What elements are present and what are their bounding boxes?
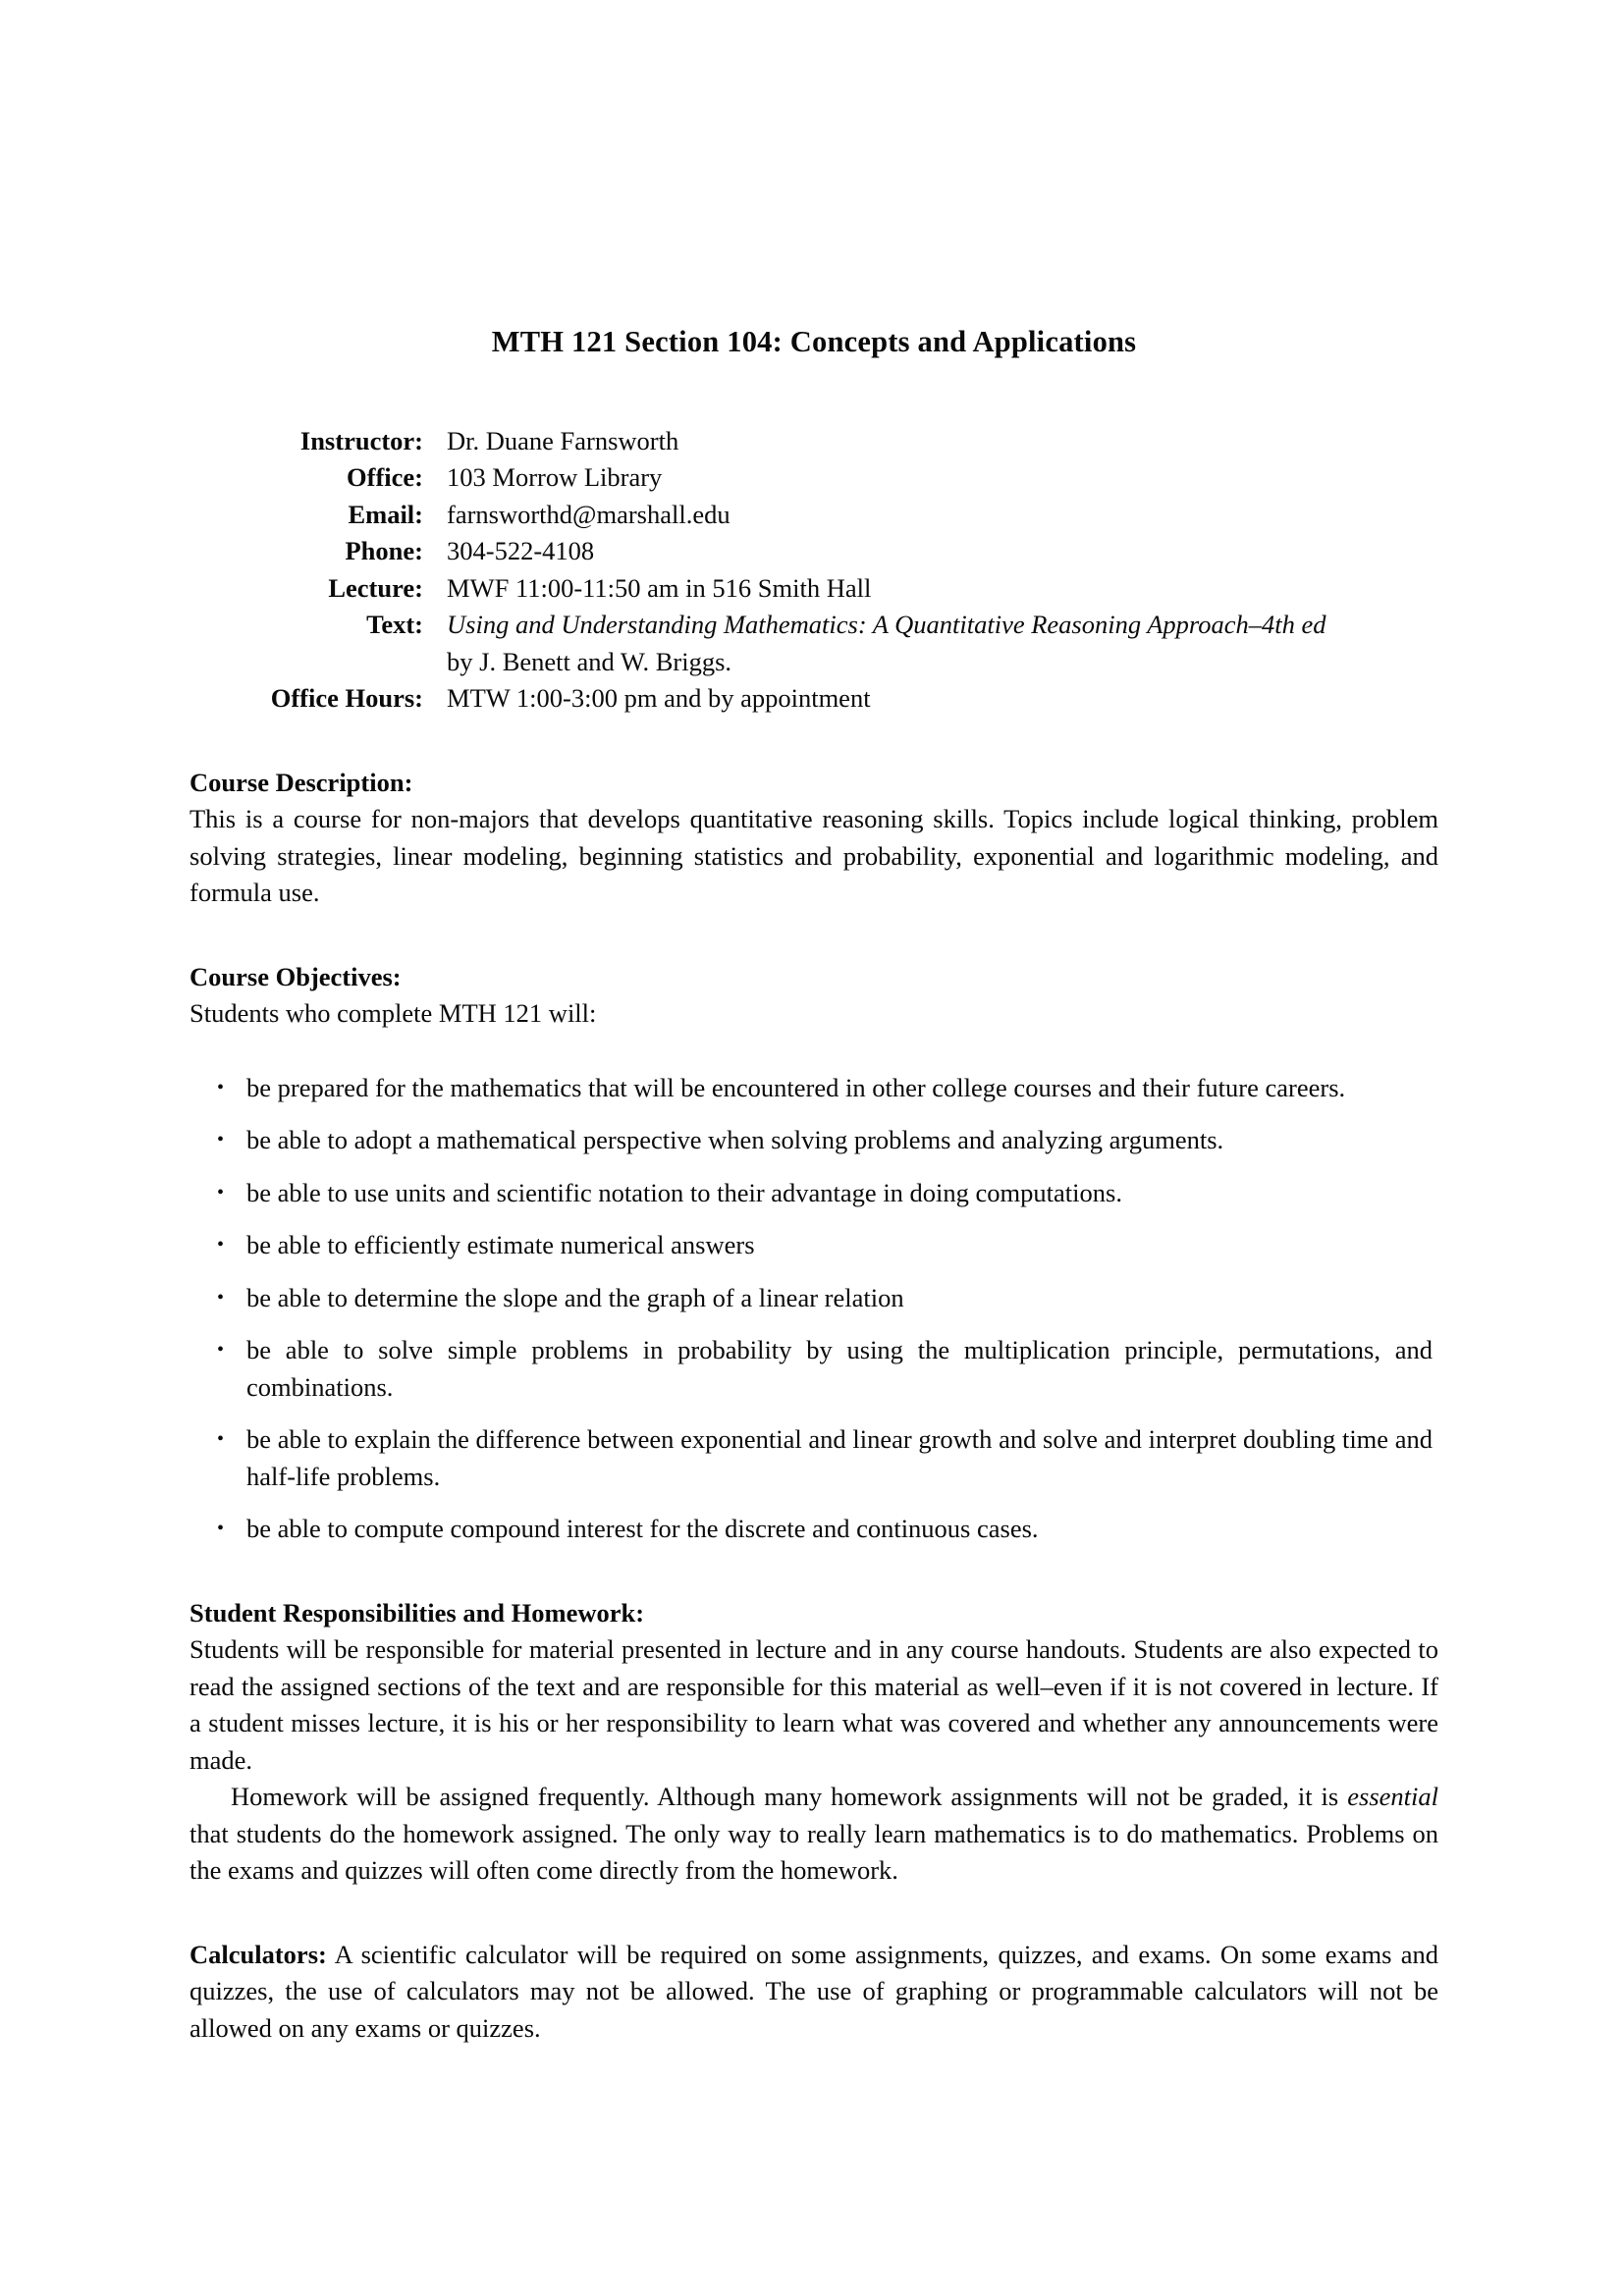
info-label-text: Text: xyxy=(366,610,423,640)
table-row xyxy=(189,644,1326,681)
course-info-table xyxy=(189,423,1326,718)
list-item-text: be able to explain the difference between exponential and linear growth and solve and interpret doubling time and half-life problems. xyxy=(246,1424,1433,1491)
bullet-icon: • xyxy=(217,1076,225,1098)
bullet-icon: • xyxy=(217,1129,225,1151)
info-value-office-hours: MTW 1:00-3:00 pm and by appointment xyxy=(447,683,871,714)
course-description-heading: Course Description: xyxy=(189,767,413,797)
course-objectives-list xyxy=(189,1070,1438,1548)
paragraph-part-1: Homework will be assigned frequently. Although many homework assignments will not be graded, it is xyxy=(231,1782,1348,1812)
calculators-paragraph xyxy=(189,1937,1438,2048)
info-label-lecture: Lecture: xyxy=(328,572,423,603)
table-row xyxy=(189,533,1326,570)
list-item xyxy=(189,1280,1438,1317)
section-calculators xyxy=(189,1937,1438,2048)
list-item-text: be able to solve simple problems in probability by using the multiplication principle, permutations, and combinations. xyxy=(246,1335,1433,1402)
bullet-icon: • xyxy=(217,1181,225,1203)
bullet-icon: • xyxy=(217,1286,225,1308)
course-description-paragraph: This is a course for non-majors that develops quantitative reasoning skills. Topics include logical thinking, problem solving strategies, linear modeling, beginning statistics and probability, exponential and logarithmic modeling, and formula use. xyxy=(189,804,1438,908)
bullet-icon: • xyxy=(217,1234,225,1256)
info-label-office-hours: Office Hours: xyxy=(270,683,423,714)
info-label-email: Email: xyxy=(348,499,423,529)
list-item xyxy=(189,1332,1438,1406)
info-value-office: 103 Morrow Library xyxy=(447,462,663,493)
section-student-responsibilities xyxy=(189,1595,1438,1890)
table-row xyxy=(189,570,1326,608)
course-objectives-heading: Course Objectives: xyxy=(189,961,402,991)
list-item-text: be able to compute compound interest for the discrete and continuous cases. xyxy=(246,1514,1039,1544)
table-row xyxy=(189,459,1326,497)
info-label-spacer xyxy=(189,644,447,681)
emphasis-essential: essential xyxy=(1347,1782,1438,1812)
list-item-text: be able to adopt a mathematical perspective when solving problems and analyzing arguments. xyxy=(246,1125,1224,1155)
list-item-text: be prepared for the mathematics that will be encountered in other college courses and their future careers. xyxy=(246,1072,1346,1102)
list-item-text: be able to determine the slope and the graph of a linear relation xyxy=(246,1282,904,1312)
list-item xyxy=(189,1421,1438,1495)
info-value-text xyxy=(447,607,1326,644)
list-item-text: be able to efficiently estimate numerical answers xyxy=(246,1230,755,1260)
bullet-icon: • xyxy=(217,1518,225,1540)
calculators-text: A scientific calculator will be required on some assignments, quizzes, and exams. On some exams and quizzes, the use of calculators may not be allowed. The use of graphing or programmable calculators will not be allowed on any exams or quizzes. xyxy=(189,1939,1438,2043)
course-objectives-lead-in: Students who complete MTH 121 will: xyxy=(189,998,597,1029)
section-course-objectives xyxy=(189,959,1438,1548)
info-value-lecture: MWF 11:00-11:50 am in 516 Smith Hall xyxy=(447,572,872,603)
info-value-phone: 304-522-4108 xyxy=(447,536,595,566)
bullet-icon: • xyxy=(217,1428,225,1451)
student-responsibilities-paragraph-1: Students will be responsible for material presented in lecture and in any course handouts. Students are also expected to read the assigned sections of the text and are responsible for this material as well–even if it is not covered in lecture. If a student misses lecture, it is his or her responsibility to learn what was covered and whether any announcements were made. xyxy=(189,1634,1438,1775)
student-responsibilities-heading: Student Responsibilities and Homework: xyxy=(189,1597,645,1628)
table-row xyxy=(189,680,1326,718)
list-item xyxy=(189,1175,1438,1212)
info-label-instructor: Instructor: xyxy=(299,425,423,455)
calculators-heading: Calculators: xyxy=(189,1939,327,1969)
info-value-instructor: Dr. Duane Farnsworth xyxy=(447,425,679,455)
bullet-icon: • xyxy=(217,1339,225,1362)
info-value-email: farnsworthd@marshall.edu xyxy=(447,499,730,529)
textbook-authors: by J. Benett and W. Briggs. xyxy=(447,646,732,676)
list-item xyxy=(189,1070,1438,1107)
list-item xyxy=(189,1511,1438,1548)
list-item-text: be able to use units and scientific notation to their advantage in doing computations. xyxy=(246,1177,1122,1207)
info-label-phone: Phone: xyxy=(345,536,423,566)
table-row xyxy=(189,423,1326,460)
page-title: MTH 121 Section 104: Concepts and Applications xyxy=(491,325,1137,358)
table-row xyxy=(189,497,1326,534)
paragraph-part-2: that students do the homework assigned. The only way to really learn mathematics is to do mathematics. Problems on the exams and quizzes will often come directly from the homework. xyxy=(189,1818,1438,1886)
list-item xyxy=(189,1227,1438,1264)
info-label-office: Office: xyxy=(347,462,423,493)
student-responsibilities-paragraph-2 xyxy=(189,1779,1438,1890)
textbook-title: Using and Understanding Mathematics: A Quantitative Reasoning Approach–4th ed xyxy=(447,610,1326,640)
list-item xyxy=(189,1122,1438,1159)
table-row xyxy=(189,607,1326,644)
section-course-description xyxy=(189,765,1438,912)
